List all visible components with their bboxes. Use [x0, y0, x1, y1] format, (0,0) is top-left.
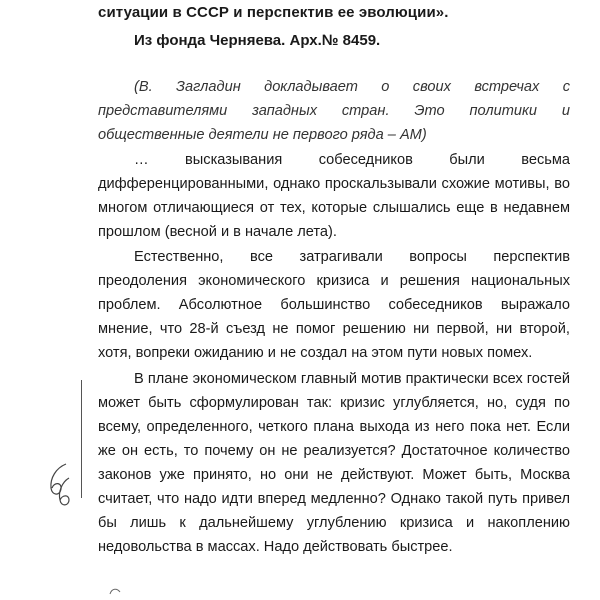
document-title: ситуации в СССР и перспектив ее эволюции». — [98, 4, 449, 21]
bottom-pen-mark — [108, 586, 122, 596]
intro-note: (В. Загладин докладывает о своих встречах с представителями западных стран. Это политики и общественные деятели не первого ряда – АМ) — [98, 79, 570, 143]
archive-reference: Из фонда Черняева. Арх.№ 8459. — [134, 32, 381, 49]
paragraph-2: Естественно, все затрагивали вопросы перспектив преодоления экономического кризиса и решения национальных проблем. Абсолютное большинство собеседников выражало мнение, что 28-й съезд не помог решению ни первой, ни второй, хотя, вопреки ожиданию и не создал на этом пути новых помех. — [98, 249, 570, 361]
paragraph-1: … высказывания собеседников были весьма дифференцированными, однако проскальзывали схожие мотивы, во многом отличающиеся от тех, которые слышались еще в недавнем прошлом (весной и в начале лета). — [98, 152, 570, 240]
handwritten-margin-note — [42, 460, 76, 510]
margin-vertical-line — [81, 380, 82, 498]
paragraph-3: В плане экономическом главный мотив практически всех гостей может быть сформулирован так: кризис углубляется, но, судя по всему, определенного, четкого плана выхода из него пока нет. Если же он есть, то почему он не реализуется? Достаточное количество законов уже принято, но они не действуют. Может быть, Москва считает, что надо идти вперед медленно? Однако такой путь привел бы лишь к дальнейшему углублению кризиса и накоплению недовольства в массах. Надо действовать быстрее. — [98, 371, 570, 555]
